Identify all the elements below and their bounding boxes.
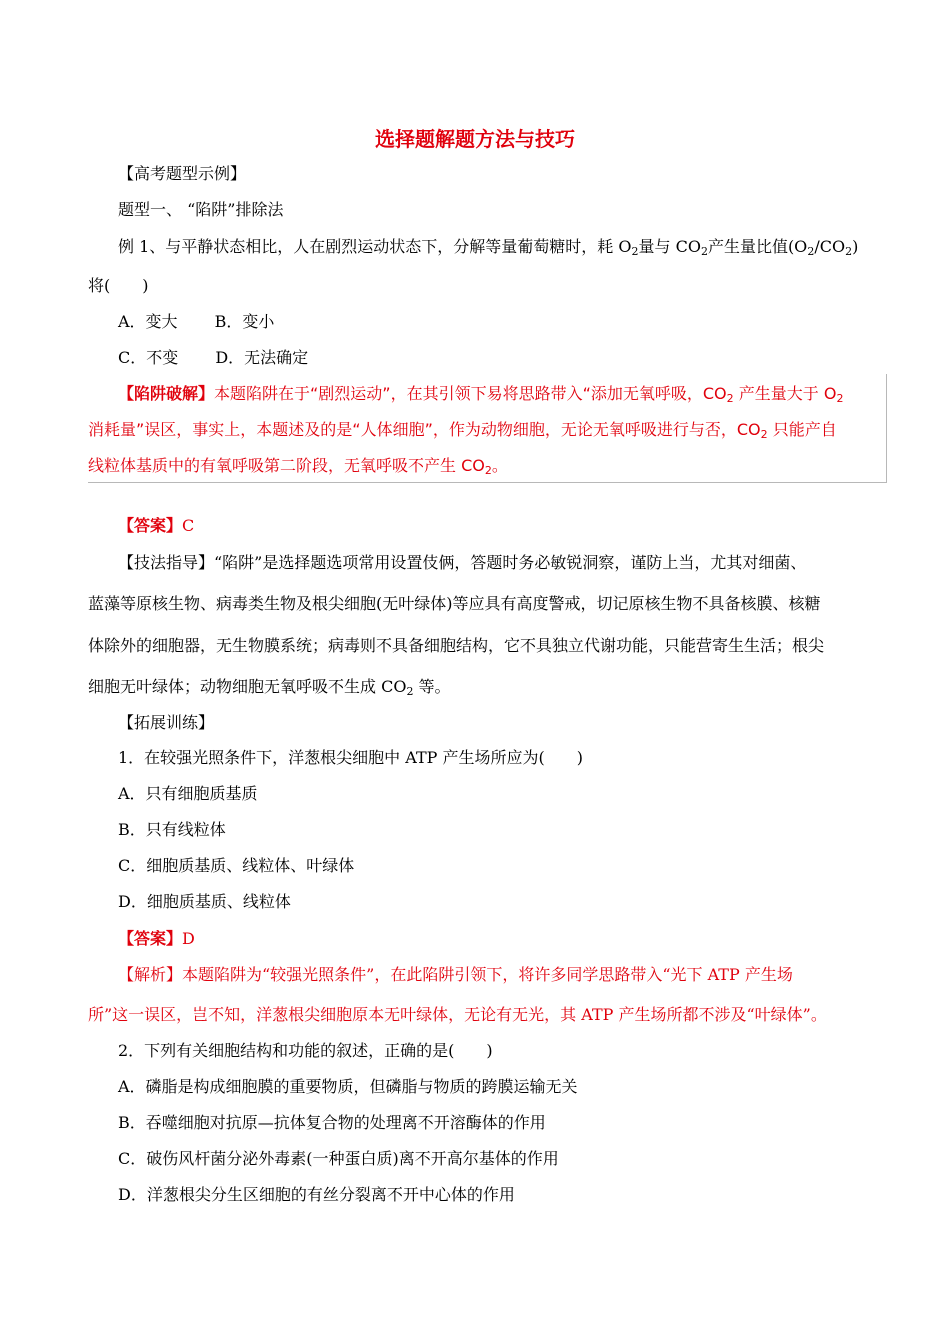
example-question: [118, 237, 858, 262]
q-text-4: /CO: [814, 237, 846, 256]
trap-text: 本题陷阱在于“剧烈运动”，在其引领下易将思路带入“添加无氧呼吸，CO: [214, 384, 727, 403]
example-question-line2: 将( ): [88, 276, 149, 295]
trap-line-2: [88, 420, 837, 445]
subscript: 2: [406, 685, 414, 698]
question-1-option: C．细胞质基质、线粒体、叶绿体: [118, 856, 355, 875]
type-heading: 题型一、 “陷阱”排除法: [118, 200, 284, 219]
guide-line-2: 蓝藻等原核生物、病毒类生物及根尖细胞(无叶绿体)等应具有高度警戒，切记原核生物不具备核膜、核糖: [88, 594, 821, 613]
trap-text: 产生量大于 O: [733, 384, 837, 403]
example-options-row1: A．变大 B．变小: [118, 312, 275, 331]
guide-text: 细胞无叶绿体；动物细胞无氧呼吸不生成 CO: [88, 677, 407, 696]
guide-text: 等。: [413, 677, 451, 696]
question-1-option: D．细胞质基质、线粒体: [118, 892, 291, 911]
subscript: 2: [700, 245, 708, 258]
question-2-option: C．破伤风杆菌分泌外毒素(一种蛋白质)离不开高尔基体的作用: [118, 1149, 559, 1168]
subscript: 2: [726, 392, 734, 405]
question-2-option: B．吞噬细胞对抗原—抗体复合物的处理离不开溶酶体的作用: [118, 1113, 546, 1132]
analysis-line-1: 【解析】本题陷阱为“较强光照条件”，在此陷阱引领下，将许多同学思路带入“光下 ATP 产生场: [118, 965, 793, 984]
trap-text: 只能产自: [767, 420, 837, 439]
q-text-5: ): [852, 237, 859, 256]
subscript: 2: [484, 464, 492, 477]
question-1-option: B．只有线粒体: [118, 820, 226, 839]
trap-tag: 【陷阱破解】: [118, 384, 215, 403]
guide-line-4: [88, 677, 451, 702]
example-options-row2: C．不变 D．无法确定: [118, 348, 309, 367]
subscript: 2: [845, 245, 853, 258]
question-2-option: D．洋葱根尖分生区细胞的有丝分裂离不开中心体的作用: [118, 1185, 515, 1204]
trap-text: 消耗量”误区，事实上，本题述及的是“人体细胞”，作为动物细胞，无论无氧呼吸进行与否，CO: [88, 420, 761, 439]
subscript: 2: [836, 392, 844, 405]
subscript: 2: [807, 245, 815, 258]
question-2-stem: 2．下列有关细胞结构和功能的叙述，正确的是( ): [118, 1041, 493, 1060]
answer-value: C: [182, 516, 195, 535]
section-header: 【高考题型示例】: [118, 164, 247, 183]
question-1-option: A．只有细胞质基质: [118, 784, 258, 803]
answer-2: [118, 929, 195, 949]
practice-header: 【拓展训练】: [118, 713, 215, 732]
analysis-line-2: 所”这一误区，岂不知，洋葱根尖细胞原本无叶绿体，无论有无光，其 ATP 产生场所都不涉及“叶绿体”。: [88, 1005, 827, 1024]
subscript: 2: [631, 245, 639, 258]
question-1-stem: 1．在较强光照条件下，洋葱根尖细胞中 ATP 产生场所应为( ): [118, 748, 583, 767]
trap-line-3: [88, 456, 508, 481]
subscript: 2: [760, 428, 768, 441]
guide-line-3: 体除外的细胞器，无生物膜系统；病毒则不具备细胞结构，它不具独立代谢功能，只能营寄生生活；根尖: [88, 636, 825, 655]
page-title: 选择题解题方法与技巧: [375, 127, 575, 151]
trap-text: 。: [491, 456, 508, 475]
q-text-2: 量与 CO: [638, 237, 701, 256]
question-2-option: A．磷脂是构成细胞膜的重要物质，但磷脂与物质的跨膜运输无关: [118, 1077, 578, 1096]
answer-tag: 【答案】: [118, 516, 183, 535]
answer-value: D: [182, 929, 195, 948]
guide-line-1: 【技法指导】“陷阱”是选择题选项常用设置伎俩，答题时务必敏锐洞察，谨防上当，尤其对细菌、: [118, 553, 807, 572]
answer-1: [118, 516, 194, 536]
q-text-1: 例 1、与平静状态相比，人在剧烈运动状态下，分解等量葡萄糖时，耗 O: [118, 237, 632, 256]
q-text-3: 产生量比值(O: [707, 237, 808, 256]
answer-tag: 【答案】: [118, 929, 183, 948]
trap-text: 线粒体基质中的有氧呼吸第二阶段，无氧呼吸不产生 CO: [88, 456, 485, 475]
trap-line-1: [118, 384, 843, 409]
